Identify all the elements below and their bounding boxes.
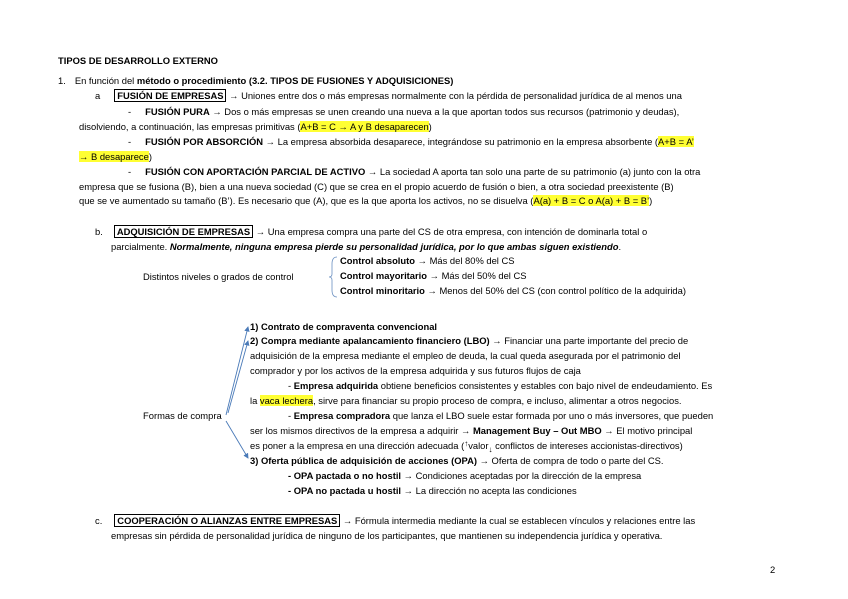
levels-label: Distintos niveles o grados de control (143, 271, 294, 282)
empresa-adquirida-line-1: - Empresa adquirida obtiene beneficios consistentes y estables con bajo nivel de endeudamiento. Es (288, 380, 713, 391)
forma-2-line-3: comprador y por los activos de la empresa adquirida y sus futuros flujos de caja (250, 365, 581, 376)
opa-hostil-line: - OPA no pactada u hostil → La dirección no acepta las condiciones (288, 485, 577, 496)
level-absoluto: Control absoluto → Más del 80% del CS (340, 255, 515, 266)
fusion-aportacion-line-3: que se ve aumentado su tamaño (B’). Es necesario que (A), que es la que aporta los activos, no se disuelva (A(a) + B = C o A(a) + B = B’) (79, 195, 653, 206)
up-arrow-icon: ↑ (464, 439, 469, 448)
cooperacion-heading-line: c. COOPERACIÓN O ALIANZAS ENTRE EMPRESAS → Fórmula intermedia mediante la cual se establecen vínculos y relaciones entre las (95, 515, 696, 526)
adquisicion-heading-line: b. ADQUISICIÓN DE EMPRESAS → Una empresa compra una parte del CS de otra empresa, con intención de dominarla total o (95, 226, 648, 237)
level-mayoritario: Control mayoritario → Más del 50% del CS (340, 270, 527, 281)
fusion-heading-line: a FUSIÓN DE EMPRESAS → Uniones entre dos o más empresas normalmente con la pérdida de personalidad jurídica de al menos una (95, 90, 682, 101)
fusion-aportacion-line-2: empresa que se fusiona (B), bien a una nueva sociedad (C) que se crea en el propio acuerdo de fusión o bien, a otra sociedad preexistente (B) (79, 181, 674, 192)
levels-brace-icon (329, 257, 337, 297)
fusion-absorcion-line: - FUSIÓN POR ABSORCIÓN → La empresa absorbida desaparece, integrándose su patrimonio en la empresa absorbente (A+B = A’ (128, 136, 694, 147)
fusion-absorcion-line-2: → B desaparece) (79, 151, 152, 162)
arrow-to-forma-1 (226, 327, 248, 415)
level-minoritario: Control minoritario → Menos del 50% del CS (con control político de la adquirida) (340, 285, 686, 296)
forma-3-line: 3) Oferta pública de adquisición de acciones (OPA) → Oferta de compra de todo o parte del CS. (250, 455, 664, 466)
fusion-pura-line-2: disolviendo, a continuación, las empresas primitivas (A+B = C → A y B desaparecen) (79, 121, 432, 132)
adquisicion-line-2: parcialmente. Normalmente, ninguna empresa pierde su personalidad jurídica, por lo que ambas siguen existiendo. (111, 241, 622, 252)
opa-pactada-line: - OPA pactada o no hostil → Condiciones aceptadas por la dirección de la empresa (288, 470, 642, 481)
empresa-compradora-line-1: - Empresa compradora que lanza el LBO suele estar formada por uno o más inversores, que pueden (288, 410, 714, 421)
empresa-compradora-line-3: es poner a la empresa en una dirección adecuada (↑valor↓ conflictos de intereses accionistas-directivos) (250, 439, 683, 454)
cooperacion-line-2: empresas sin pérdida de personalidad jurídica de ninguno de los participantes, que mantienen su independencia jurídica y operativa. (111, 530, 663, 541)
formas-label: Formas de compra (143, 410, 222, 421)
empresa-compradora-line-2: ser los mismos directivos de la empresa a adquirir → Management Buy – Out MBO → El motivo principal (250, 425, 693, 436)
page-title: TIPOS DE DESARROLLO EXTERNO (58, 55, 218, 66)
arrow-to-forma-3 (226, 421, 248, 458)
empresa-adquirida-line-2: la vaca lechera, sirve para financiar su propio proceso de compra, e incluso, alimentar a otros negocios. (250, 395, 682, 406)
fusion-box: FUSIÓN DE EMPRESAS (114, 89, 226, 102)
section-1-heading: 1. En función del método o procedimiento (3.2. TIPOS DE FUSIONES Y ADQUISICIONES) (58, 75, 454, 86)
forma-2-line-1: 2) Compra mediante apalancamiento financiero (LBO) → Financiar una parte importante del precio de (250, 335, 689, 346)
forma-1: 1) Contrato de compraventa convencional (250, 321, 438, 332)
fusion-aportacion-line: - FUSIÓN CON APORTACIÓN PARCIAL DE ACTIVO → La sociedad A aporta tan solo una parte de su patrimonio (a) junto con la otra (128, 166, 701, 177)
arrow-to-forma-2 (228, 341, 248, 413)
forma-2-line-2: adquisición de la empresa mediante el empleo de deuda, la cual queda asegurada por el patrimonio del (250, 350, 681, 361)
cooperacion-box: COOPERACIÓN O ALIANZAS ENTRE EMPRESAS (114, 514, 340, 527)
fusion-pura-line: - FUSIÓN PURA → Dos o más empresas se unen creando una nueva a la que aportan todos sus recursos (patrimonio y deudas), (128, 106, 680, 117)
down-arrow-icon: ↓ (488, 445, 493, 454)
adquisicion-box: ADQUISICIÓN DE EMPRESAS (114, 225, 253, 238)
page-number: 2 (770, 564, 776, 575)
